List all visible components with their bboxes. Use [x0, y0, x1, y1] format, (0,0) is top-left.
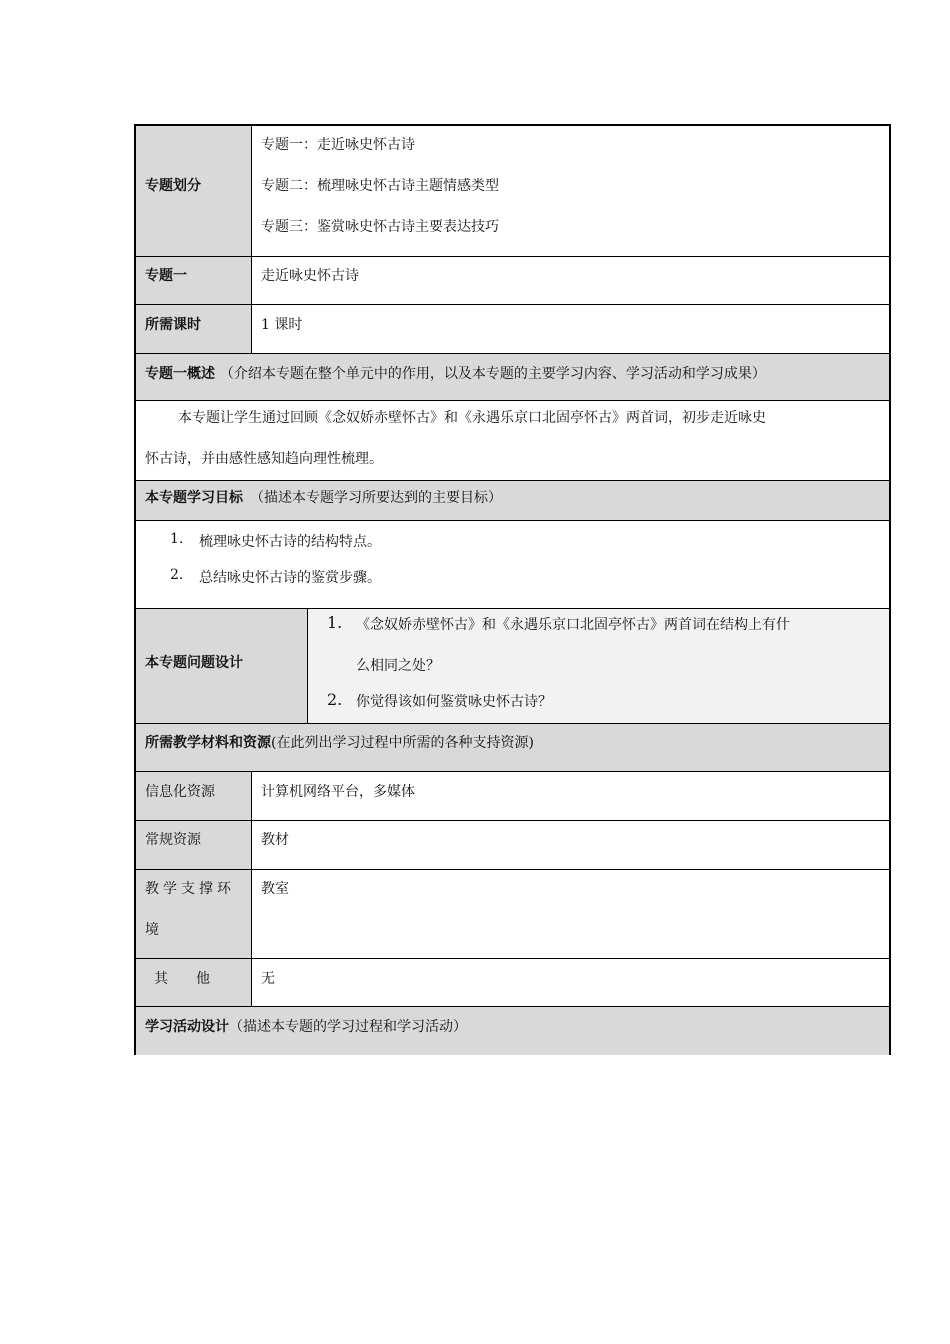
- topic1-label: 专题一: [145, 268, 187, 284]
- resource-other-value: 无: [261, 971, 275, 987]
- resource-environment-value: 教室: [261, 881, 289, 897]
- overview-label-text: 专题一概述: [145, 366, 215, 382]
- resource-other-label-cell: [136, 959, 252, 1006]
- question-2-text: 你觉得该如何鉴赏咏史怀古诗？: [356, 694, 552, 710]
- goal-1-text: 梳理咏史怀古诗的结构特点。: [199, 534, 381, 550]
- resource-environment-label-cell: [136, 870, 252, 958]
- row-resource-regular: [136, 821, 889, 870]
- resource-environment-label-line-2: 境: [145, 922, 159, 938]
- resource-regular-value-cell: [252, 821, 889, 869]
- row-resources-header: [136, 724, 889, 772]
- resource-regular-label-cell: [136, 821, 252, 869]
- resource-digital-label-cell: [136, 772, 252, 820]
- hours-label-cell: [136, 305, 252, 353]
- row-division: [136, 126, 889, 257]
- row-topic1: [136, 257, 889, 305]
- row-resource-environment: [136, 870, 889, 959]
- resource-environment-label-line-1: 教学支撑环: [145, 881, 235, 897]
- overview-line-1: 本专题让学生通过回顾《念奴娇赤壁怀古》和《永遇乐京口北固亭怀古》两首词，初步走近咏史: [178, 410, 766, 426]
- activity-label: [145, 1016, 467, 1036]
- goal-2-number: 2.: [170, 567, 184, 583]
- resource-digital-value: 计算机网络平台，多媒体: [261, 784, 415, 800]
- overview-line-2: 怀古诗，并由感性感知趋向理性梳理。: [145, 451, 383, 467]
- question-2-number: 2.: [327, 690, 343, 709]
- goals-label: [145, 487, 502, 507]
- questions-label: 本专题问题设计: [145, 655, 243, 671]
- goal-1-number: 1.: [170, 531, 184, 547]
- resource-regular-value: 教材: [261, 832, 289, 848]
- row-resource-digital: [136, 772, 889, 821]
- resources-label: [145, 732, 534, 752]
- row-goals-header: [136, 481, 889, 521]
- row-activity-header: [136, 1007, 889, 1055]
- questions-label-cell: [136, 609, 308, 723]
- question-1-line-1: 《念奴娇赤壁怀古》和《永遇乐京口北固亭怀古》两首词在结构上有什: [356, 617, 790, 633]
- resource-regular-label: 常规资源: [145, 832, 201, 848]
- lesson-plan-table: [134, 124, 891, 1055]
- questions-body-cell: [308, 609, 889, 723]
- division-item-2: 专题二：梳理咏史怀古诗主题情感类型: [261, 178, 499, 194]
- topic1-label-cell: [136, 257, 252, 304]
- row-overview-header: [136, 354, 889, 401]
- question-1-number: 1.: [327, 613, 343, 632]
- goals-note: （描述本专题学习所要达到的主要目标）: [257, 490, 502, 506]
- row-overview-body: [136, 401, 889, 481]
- overview-label: [145, 363, 766, 383]
- hours-label: 所需课时: [145, 317, 201, 333]
- resource-digital-label: 信息化资源: [145, 784, 215, 800]
- row-goals-body: [136, 521, 889, 609]
- resource-other-label: 其 他: [154, 971, 210, 987]
- division-item-1: 专题一：走近咏史怀古诗: [261, 137, 415, 153]
- activity-label-text: 学习活动设计: [145, 1019, 229, 1035]
- resources-label-text: 所需教学材料和资源: [145, 735, 271, 751]
- topic1-value: 走近咏史怀古诗: [261, 268, 359, 284]
- resource-environment-value-cell: [252, 870, 889, 958]
- overview-note: （介绍本专题在整个单元中的作用，以及本专题的主要学习内容、学习活动和学习成果）: [219, 366, 766, 382]
- resource-digital-value-cell: [252, 772, 889, 820]
- division-items-cell: [252, 126, 889, 256]
- goals-label-text: 本专题学习目标: [145, 490, 243, 506]
- division-label: 专题划分: [145, 178, 201, 194]
- hours-value: 1 课时: [261, 317, 303, 333]
- row-resource-other: [136, 959, 889, 1007]
- goal-2-text: 总结咏史怀古诗的鉴赏步骤。: [199, 570, 381, 586]
- topic1-value-cell: [252, 257, 889, 304]
- division-label-cell: [136, 126, 252, 256]
- resources-note: (在此列出学习过程中所需的各种支持资源): [271, 735, 534, 751]
- resource-other-value-cell: [252, 959, 889, 1006]
- division-item-3: 专题三：鉴赏咏史怀古诗主要表达技巧: [261, 219, 499, 235]
- hours-value-cell: [252, 305, 889, 353]
- row-questions: [136, 609, 889, 724]
- row-hours: [136, 305, 889, 354]
- activity-note: （描述本专题的学习过程和学习活动）: [229, 1019, 467, 1035]
- question-1-line-2: 么相同之处？: [356, 658, 440, 674]
